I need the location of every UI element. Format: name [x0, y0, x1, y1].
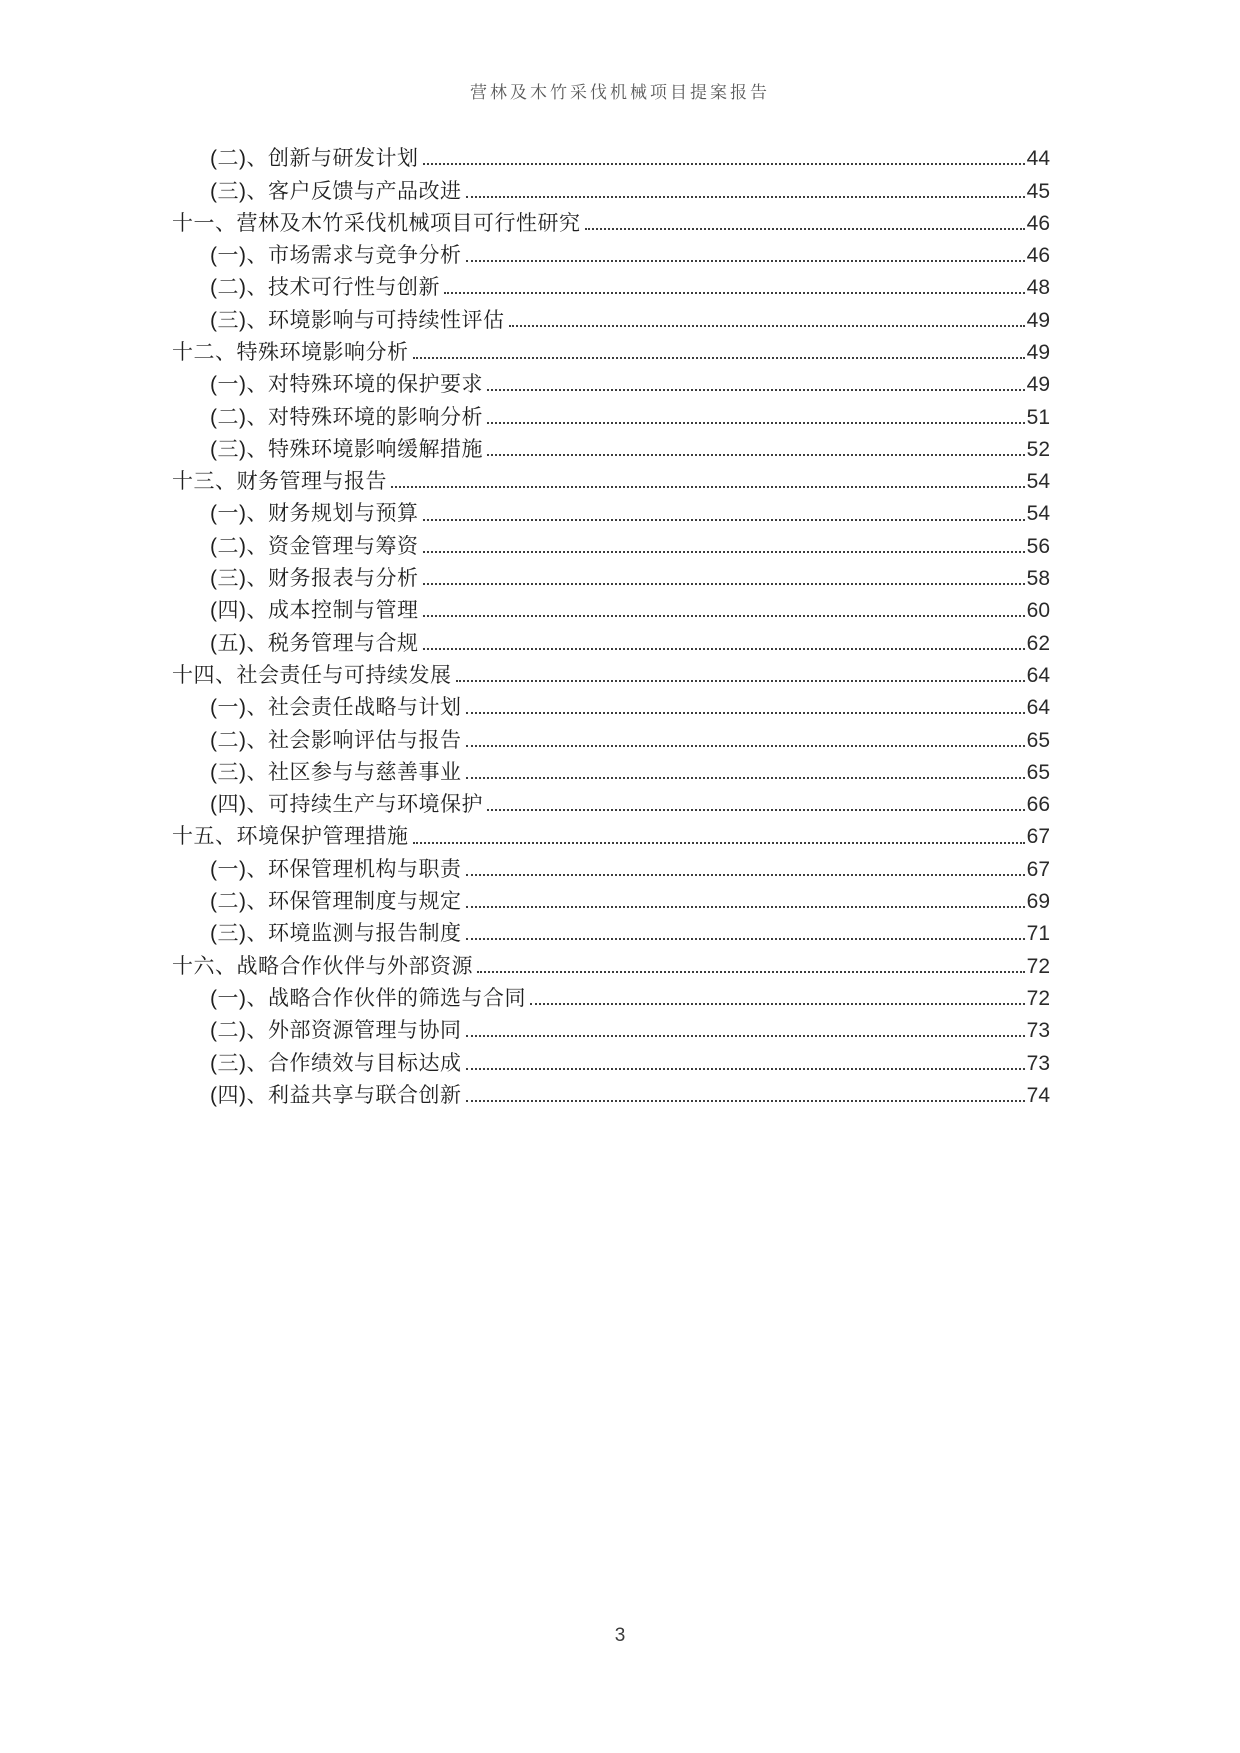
toc-entry-label: 十三、财务管理与报告 [172, 470, 387, 494]
toc-entry[interactable] [172, 786, 1050, 818]
toc-entry-label: (一)、战略合作伙伴的筛选与合同 [210, 986, 526, 1010]
toc-dot-leader [487, 454, 1025, 456]
toc-dot-leader [466, 1100, 1025, 1102]
toc-entry[interactable] [172, 528, 1050, 560]
toc-entry-label: (三)、客户反馈与产品改进 [210, 179, 462, 203]
toc-entry[interactable] [172, 915, 1050, 947]
toc-entry-page-number: 64 [1026, 696, 1050, 720]
toc-entry-page-number: 44 [1026, 147, 1050, 171]
toc-dot-leader [423, 583, 1025, 585]
toc-dot-leader [413, 357, 1025, 359]
toc-entry-label: 十二、特殊环境影响分析 [172, 340, 409, 364]
toc-entry-label: (三)、环境监测与报告制度 [210, 922, 462, 946]
toc-entry[interactable] [172, 624, 1050, 656]
toc-entry-label: 十一、营林及木竹采伐机械项目可行性研究 [172, 211, 581, 235]
toc-dot-leader [466, 1035, 1025, 1037]
toc-entry-label: (一)、对特殊环境的保护要求 [210, 373, 483, 397]
toc-dot-leader [423, 551, 1025, 553]
toc-entry-label: (三)、合作绩效与目标达成 [210, 1051, 462, 1075]
toc-dot-leader [423, 615, 1025, 617]
toc-dot-leader [487, 809, 1025, 811]
toc-entry-page-number: 69 [1026, 890, 1050, 914]
toc-entry[interactable] [172, 398, 1050, 430]
toc-entry-label: (二)、对特殊环境的影响分析 [210, 405, 483, 429]
toc-entry-label: (一)、财务规划与预算 [210, 502, 419, 526]
toc-dot-leader [466, 1068, 1025, 1070]
toc-dot-leader [456, 680, 1025, 682]
toc-entry-page-number: 54 [1026, 502, 1050, 526]
toc-entry[interactable] [172, 883, 1050, 915]
toc-entry-page-number: 71 [1026, 922, 1050, 946]
toc-entry-label: (三)、特殊环境影响缓解措施 [210, 437, 483, 461]
toc-entry-page-number: 62 [1026, 631, 1050, 655]
toc-entry-page-number: 64 [1026, 663, 1050, 687]
toc-dot-leader [423, 519, 1025, 521]
toc-entry-page-number: 46 [1026, 244, 1050, 268]
toc-entry-page-number: 54 [1026, 470, 1050, 494]
toc-entry-page-number: 74 [1026, 1083, 1050, 1107]
toc-dot-leader [487, 422, 1025, 424]
toc-entry-label: (一)、环保管理机构与职责 [210, 857, 462, 881]
toc-entry-page-number: 58 [1026, 567, 1050, 591]
toc-entry-label: (二)、社会影响评估与报告 [210, 728, 462, 752]
toc-entry[interactable] [172, 301, 1050, 333]
toc-entry-label: (二)、资金管理与筹资 [210, 534, 419, 558]
toc-entry[interactable] [172, 269, 1050, 301]
toc-entry[interactable] [172, 721, 1050, 753]
toc-dot-leader [466, 777, 1025, 779]
toc-entry-label: (二)、创新与研发计划 [210, 147, 419, 171]
toc-entry-page-number: 67 [1026, 857, 1050, 881]
toc-entry-page-number: 49 [1026, 340, 1050, 364]
toc-entry-page-number: 65 [1026, 760, 1050, 784]
toc-dot-leader [477, 971, 1025, 973]
toc-entry[interactable] [172, 237, 1050, 269]
toc-dot-leader [509, 325, 1025, 327]
toc-entry-label: (三)、环境影响与可持续性评估 [210, 308, 505, 332]
footer-page-number: 3 [614, 1625, 626, 1646]
toc-entry[interactable] [172, 334, 1050, 366]
toc-dot-leader [466, 260, 1025, 262]
toc-entry-page-number: 66 [1026, 793, 1050, 817]
toc-dot-leader [466, 906, 1025, 908]
toc-entry-label: (一)、市场需求与竞争分析 [210, 244, 462, 268]
toc-entry[interactable] [172, 657, 1050, 689]
toc-dot-leader [423, 648, 1025, 650]
toc-entry-label: (一)、社会责任战略与计划 [210, 696, 462, 720]
document-header-title: 营林及木竹采伐机械项目提案报告 [470, 83, 770, 102]
toc-entry-label: (四)、利益共享与联合创新 [210, 1083, 462, 1107]
toc-entry-page-number: 49 [1026, 373, 1050, 397]
toc-entry-label: (二)、外部资源管理与协同 [210, 1019, 462, 1043]
toc-dot-leader [391, 486, 1025, 488]
toc-entry-page-number: 67 [1026, 825, 1050, 849]
toc-dot-leader [423, 163, 1025, 165]
toc-dot-leader [530, 1003, 1025, 1005]
toc-entry-page-number: 73 [1026, 1051, 1050, 1075]
toc-entry-page-number: 60 [1026, 599, 1050, 623]
toc-dot-leader [466, 874, 1025, 876]
toc-entry[interactable] [172, 140, 1050, 172]
toc-entry-page-number: 51 [1026, 405, 1050, 429]
toc-dot-leader [585, 228, 1025, 230]
toc-entry-label: (二)、环保管理制度与规定 [210, 890, 462, 914]
toc-list [172, 140, 1050, 1109]
toc-entry[interactable] [172, 754, 1050, 786]
toc-entry-page-number: 56 [1026, 534, 1050, 558]
toc-entry-label: (二)、技术可行性与创新 [210, 276, 440, 300]
toc-entry-page-number: 46 [1026, 211, 1050, 235]
toc-entry[interactable] [172, 1012, 1050, 1044]
toc-entry[interactable] [172, 366, 1050, 398]
toc-dot-leader [466, 196, 1025, 198]
toc-entry[interactable] [172, 818, 1050, 850]
toc-entry-page-number: 72 [1026, 954, 1050, 978]
toc-entry[interactable] [172, 980, 1050, 1012]
toc-entry-label: 十四、社会责任与可持续发展 [172, 663, 452, 687]
toc-dot-leader [466, 712, 1025, 714]
toc-entry-label: (三)、财务报表与分析 [210, 567, 419, 591]
toc-entry-page-number: 52 [1026, 437, 1050, 461]
toc-entry-label: (五)、税务管理与合规 [210, 631, 419, 655]
toc-entry-page-number: 48 [1026, 276, 1050, 300]
toc-entry[interactable] [172, 851, 1050, 883]
toc-entry-label: 十六、战略合作伙伴与外部资源 [172, 954, 473, 978]
toc-entry-page-number: 65 [1026, 728, 1050, 752]
toc-entry[interactable] [172, 431, 1050, 463]
toc-entry[interactable] [172, 495, 1050, 527]
toc-entry[interactable] [172, 592, 1050, 624]
toc-dot-leader [466, 745, 1025, 747]
toc-entry-page-number: 72 [1026, 986, 1050, 1010]
toc-entry[interactable] [172, 689, 1050, 721]
toc-entry[interactable] [172, 172, 1050, 204]
toc-entry-label: (四)、成本控制与管理 [210, 599, 419, 623]
toc-dot-leader [487, 389, 1025, 391]
toc-entry-page-number: 49 [1026, 308, 1050, 332]
toc-dot-leader [466, 938, 1025, 940]
toc-entry[interactable] [172, 463, 1050, 495]
toc-entry-label: 十五、环境保护管理措施 [172, 825, 409, 849]
toc-entry[interactable] [172, 1044, 1050, 1076]
toc-entry[interactable] [172, 205, 1050, 237]
toc-dot-leader [413, 842, 1025, 844]
toc-entry-label: (三)、社区参与与慈善事业 [210, 760, 462, 784]
toc-entry-page-number: 45 [1026, 179, 1050, 203]
toc-entry[interactable] [172, 947, 1050, 979]
toc-entry-page-number: 73 [1026, 1019, 1050, 1043]
toc-entry[interactable] [172, 1077, 1050, 1109]
toc-entry[interactable] [172, 560, 1050, 592]
toc-dot-leader [444, 292, 1025, 294]
toc-entry-label: (四)、可持续生产与环境保护 [210, 793, 483, 817]
